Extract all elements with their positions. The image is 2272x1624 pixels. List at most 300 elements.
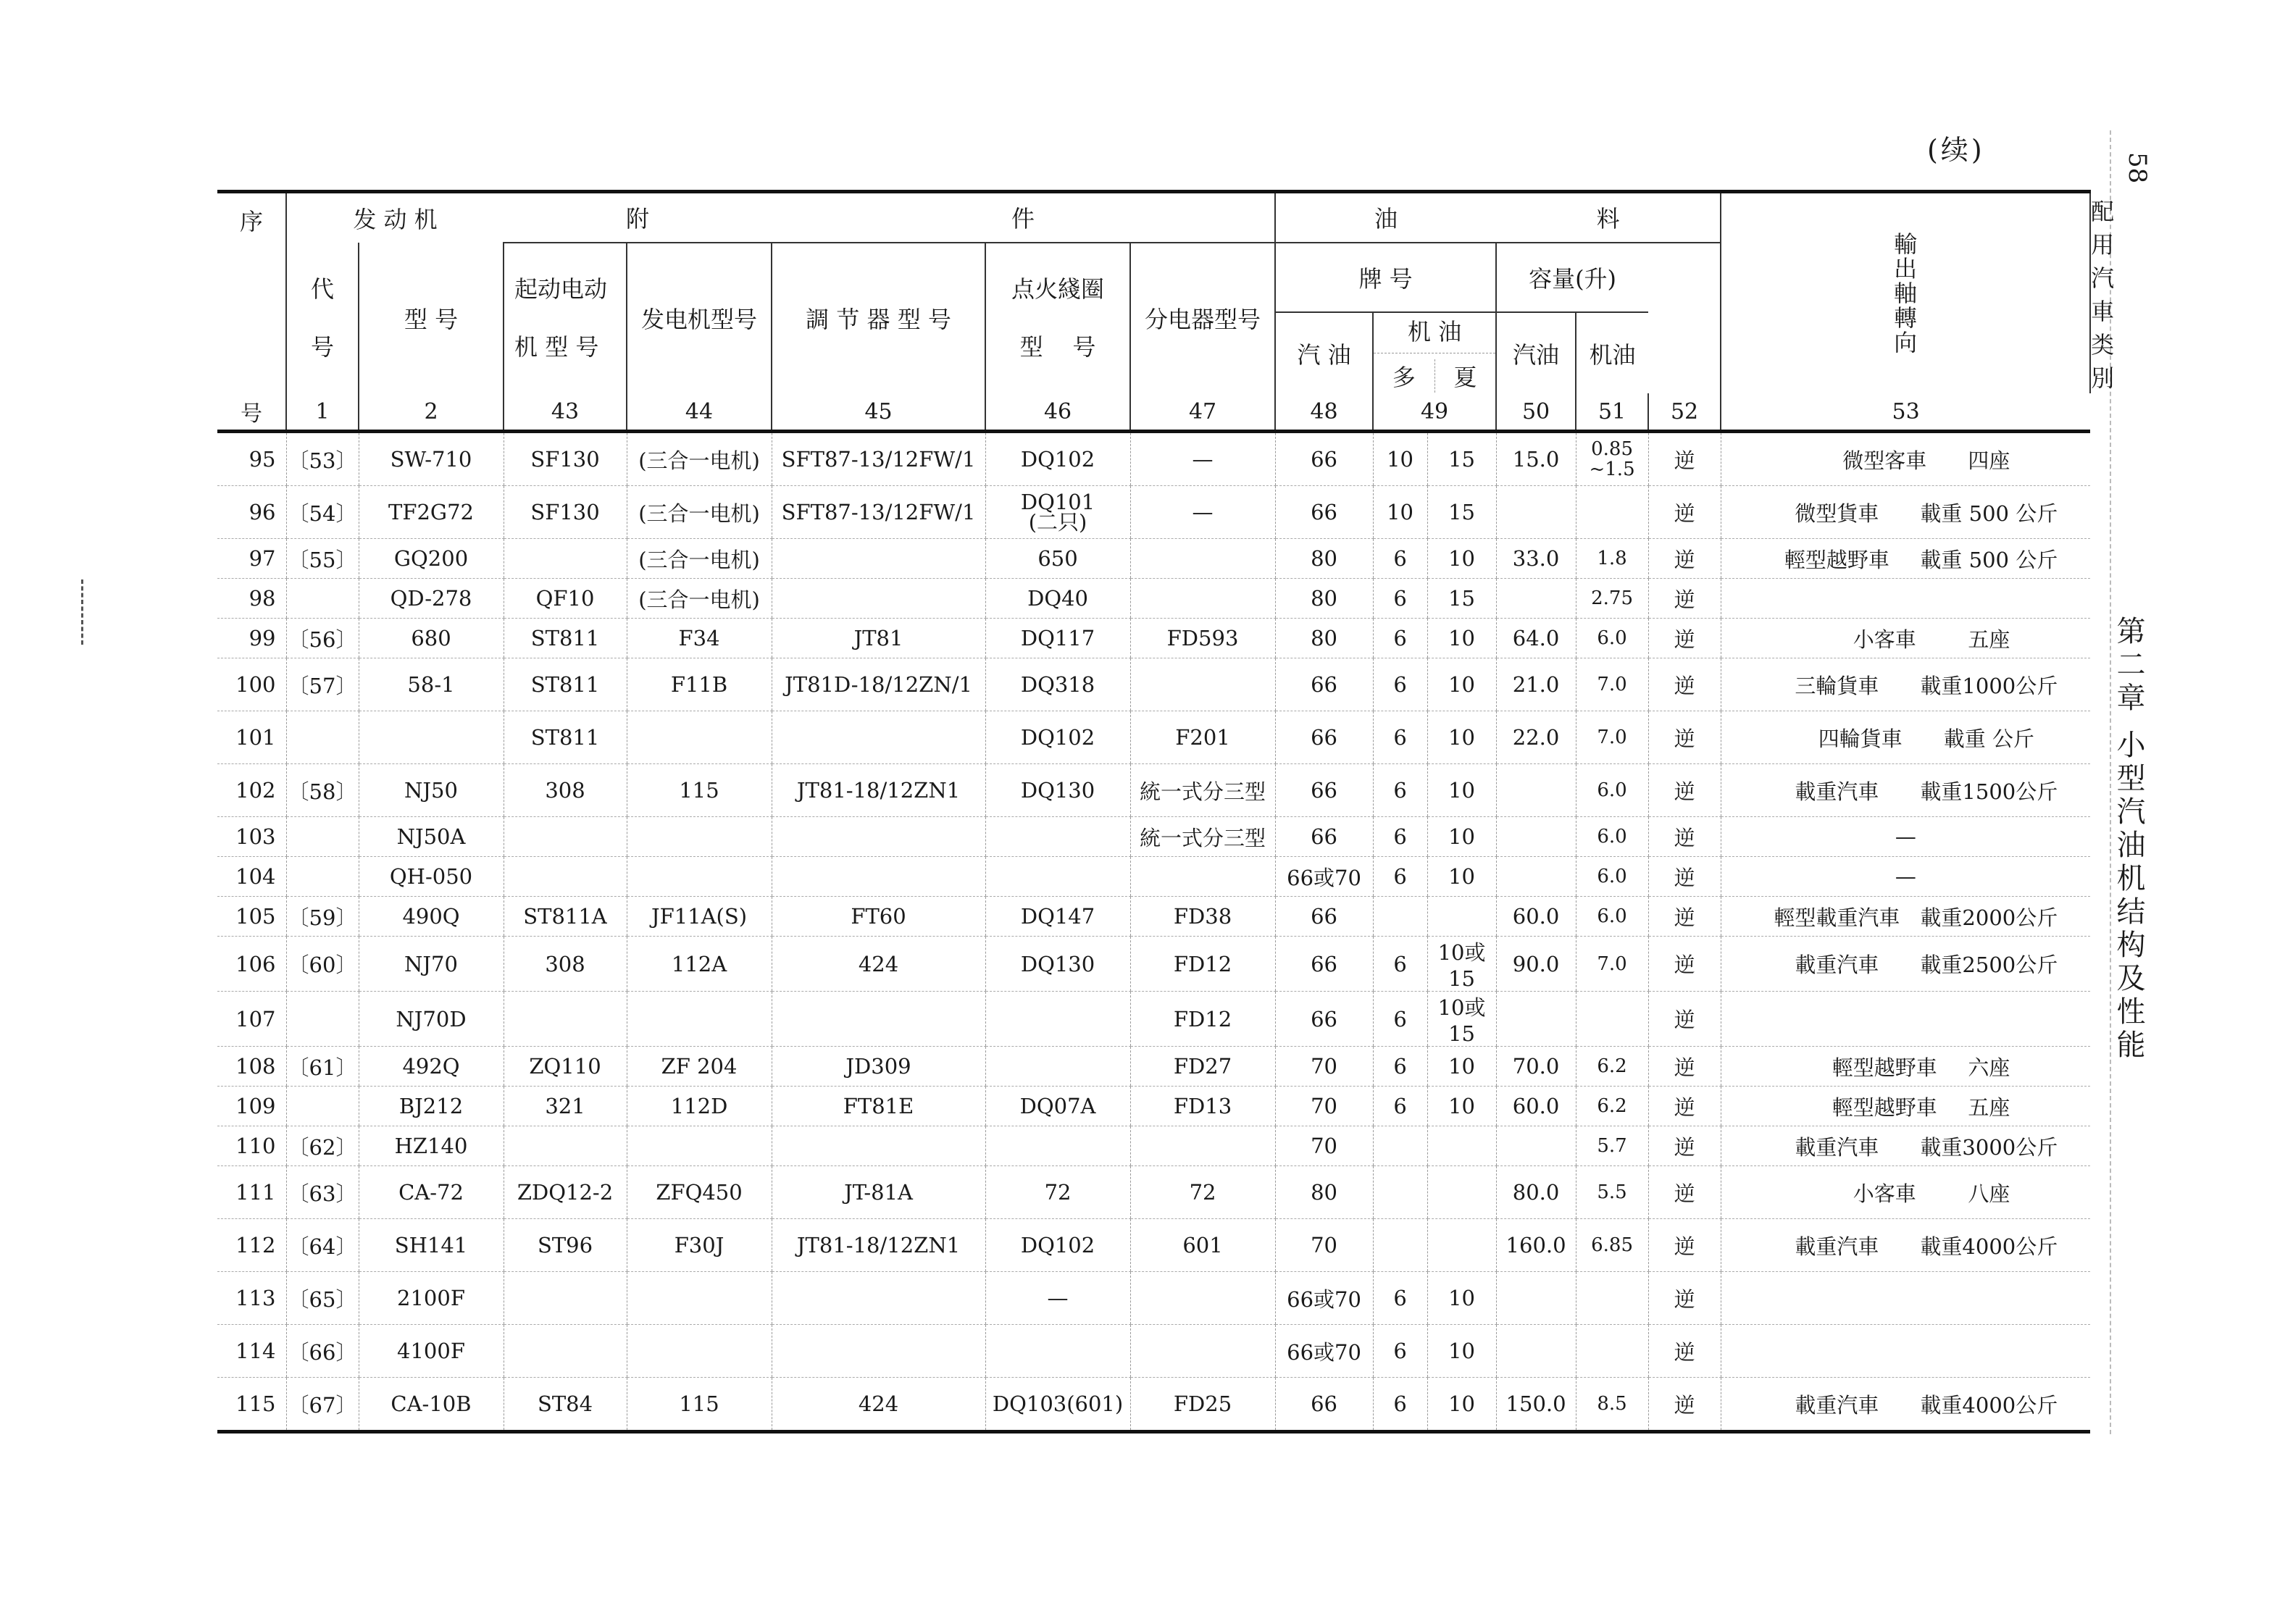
cell-veh	[1721, 486, 2090, 539]
cell-starter	[504, 539, 627, 579]
cell-veh	[1721, 1047, 2090, 1087]
cell-reg	[772, 1126, 985, 1166]
cell-gen: 112A	[627, 937, 772, 992]
cell-veh	[1721, 1378, 2090, 1432]
vehicle-spec: 六座	[1968, 1055, 2010, 1080]
cell-gen: 115	[627, 764, 772, 817]
cell-model: CA-10B	[359, 1378, 504, 1432]
table-row	[217, 817, 2090, 857]
vehicle-spec: 載重1000公斤	[1920, 673, 2058, 698]
cell-seq: 112	[217, 1219, 286, 1272]
cell-reg: JD309	[772, 1047, 985, 1087]
cell-reg: 424	[772, 937, 985, 992]
cell-reg	[772, 817, 985, 857]
table-row	[217, 1272, 2090, 1325]
cell-dist: FD27	[1130, 1047, 1275, 1087]
cell-seq: 95	[217, 432, 286, 486]
vehicle-spec: 載重 500 公斤	[1920, 501, 2058, 526]
vehicle-type: 三輪貨車	[1795, 673, 1879, 698]
vehicle-type: 四輪貨車	[1818, 726, 1903, 751]
cell-cap-oil: 7.0	[1576, 658, 1648, 711]
cell-summer: 10	[1427, 539, 1496, 579]
cell-coil: DQ130	[985, 764, 1130, 817]
cell-coil: DQ102	[985, 1219, 1130, 1272]
cell-model: QD-278	[359, 579, 504, 619]
cell-gas: 66	[1275, 1378, 1373, 1432]
cell-code: 〔60〕	[286, 937, 359, 992]
cell-cap-gas	[1496, 764, 1576, 817]
cell-dist	[1130, 1272, 1275, 1325]
cell-gen	[627, 1126, 772, 1166]
cell-model: 680	[359, 619, 504, 658]
cell-rot: 逆	[1648, 1087, 1721, 1126]
cell-winter: 6	[1373, 764, 1427, 817]
cell-winter: 10	[1373, 432, 1427, 486]
header-engine-oil-label: 机 油	[1374, 314, 1495, 353]
col-num: 48	[1275, 393, 1373, 432]
cell-seq: 96	[217, 486, 286, 539]
header-accessories-left: 附	[504, 192, 772, 243]
vehicle-type: 微型貨車	[1795, 501, 1879, 526]
cell-coil	[985, 992, 1130, 1047]
cell-winter: 6	[1373, 857, 1427, 897]
cell-seq: 108	[217, 1047, 286, 1087]
cell-gas: 66或70	[1275, 1272, 1373, 1325]
cell-model: 492Q	[359, 1047, 504, 1087]
cell-cap-gas: 60.0	[1496, 897, 1576, 937]
cell-model	[359, 711, 504, 764]
cell-seq: 101	[217, 711, 286, 764]
cell-cap-gas: 64.0	[1496, 619, 1576, 658]
cell-reg: JT81-18/12ZN1	[772, 1219, 985, 1272]
cell-veh	[1721, 764, 2090, 817]
cell-model: 58-1	[359, 658, 504, 711]
cell-summer	[1427, 897, 1496, 937]
cell-starter: ST811	[504, 711, 627, 764]
cell-veh	[1721, 539, 2090, 579]
cell-coil: DQ07A	[985, 1087, 1130, 1126]
vehicle-spec: 五座	[1968, 1094, 2010, 1120]
vehicle-spec: 載重1500公斤	[1920, 779, 2058, 804]
cell-code: 〔56〕	[286, 619, 359, 658]
header-cap-oil: 机油	[1576, 312, 1648, 393]
cell-dist: 72	[1130, 1166, 1275, 1219]
vehicle-spec: 五座	[1968, 627, 2010, 652]
cell-cap-oil: 7.0	[1576, 711, 1648, 764]
cell-winter: 6	[1373, 539, 1427, 579]
cell-gen: F30J	[627, 1219, 772, 1272]
cell-dist: FD12	[1130, 937, 1275, 992]
cell-summer: 10	[1427, 764, 1496, 817]
cell-seq: 111	[217, 1166, 286, 1219]
cell-gen: ZFQ450	[627, 1166, 772, 1219]
cell-coil: DQ102	[985, 711, 1130, 764]
cell-cap-oil: 0.85 ~1.5	[1576, 432, 1648, 486]
cell-gen	[627, 992, 772, 1047]
cell-seq: 97	[217, 539, 286, 579]
cell-gen	[627, 817, 772, 857]
cell-summer: 15	[1427, 432, 1496, 486]
cell-cap-gas: 60.0	[1496, 1087, 1576, 1126]
cell-reg: FT81E	[772, 1087, 985, 1126]
cell-starter	[504, 1272, 627, 1325]
table-row	[217, 579, 2090, 619]
cell-model: HZ140	[359, 1126, 504, 1166]
cell-veh	[1721, 619, 2090, 658]
cell-reg: JT81	[772, 619, 985, 658]
cell-rot: 逆	[1648, 817, 1721, 857]
cell-gen: (三合一电机)	[627, 579, 772, 619]
cell-winter	[1373, 1166, 1427, 1219]
cell-dist	[1130, 1126, 1275, 1166]
cell-cap-oil: 6.85	[1576, 1219, 1648, 1272]
cell-starter	[504, 817, 627, 857]
cell-reg	[772, 1272, 985, 1325]
cell-summer: 10或15	[1427, 992, 1496, 1047]
cell-veh	[1721, 1272, 2090, 1325]
cell-cap-gas	[1496, 857, 1576, 897]
cell-cap-oil: 5.5	[1576, 1166, 1648, 1219]
cell-starter: ST96	[504, 1219, 627, 1272]
cell-model: CA-72	[359, 1166, 504, 1219]
vehicle-type: 小客車	[1853, 1181, 1916, 1206]
spec-table	[217, 190, 2115, 1433]
cell-gas: 80	[1275, 1166, 1373, 1219]
cell-cap-oil: 6.0	[1576, 857, 1648, 897]
cell-starter: 308	[504, 937, 627, 992]
cell-reg: 424	[772, 1378, 985, 1432]
cell-starter	[504, 1126, 627, 1166]
cell-gen: ZF 204	[627, 1047, 772, 1087]
cell-reg: JT81D-18/12ZN/1	[772, 658, 985, 711]
vehicle-type: 載重汽車	[1795, 779, 1879, 804]
cell-gas: 70	[1275, 1219, 1373, 1272]
cell-gen: JF11A(S)	[627, 897, 772, 937]
cell-starter	[504, 992, 627, 1047]
cell-cap-gas	[1496, 992, 1576, 1047]
cell-gas: 66	[1275, 897, 1373, 937]
cell-cap-oil	[1576, 992, 1648, 1047]
cell-summer: 10	[1427, 1087, 1496, 1126]
cell-winter: 6	[1373, 817, 1427, 857]
vehicle-type: 輕型載重汽車	[1774, 905, 1900, 930]
cell-reg: FT60	[772, 897, 985, 937]
cell-coil: DQ147	[985, 897, 1130, 937]
cell-cap-gas: 70.0	[1496, 1047, 1576, 1087]
cell-winter	[1373, 1219, 1427, 1272]
cell-summer: 10	[1427, 817, 1496, 857]
cell-model: SH141	[359, 1219, 504, 1272]
cell-winter: 6	[1373, 937, 1427, 992]
cell-gas: 66	[1275, 711, 1373, 764]
cell-coil: DQ40	[985, 579, 1130, 619]
cell-cap-oil	[1576, 486, 1648, 539]
cell-rot: 逆	[1648, 1166, 1721, 1219]
page-number: 58	[2123, 152, 2152, 184]
cell-summer: 10	[1427, 658, 1496, 711]
cell-rot: 逆	[1648, 658, 1721, 711]
cell-dist: F201	[1130, 711, 1275, 764]
cell-coil: DQ117	[985, 619, 1130, 658]
cell-dist: FD13	[1130, 1087, 1275, 1126]
vehicle-spec: 載重4000公斤	[1920, 1234, 2058, 1259]
cell-cap-gas	[1496, 486, 1576, 539]
cell-starter: 321	[504, 1087, 627, 1126]
cell-veh	[1721, 1325, 2090, 1378]
cell-winter: 6	[1373, 711, 1427, 764]
cell-reg	[772, 857, 985, 897]
cell-seq: 109	[217, 1087, 286, 1126]
cell-gas: 66或70	[1275, 857, 1373, 897]
header-model: 型 号	[359, 243, 504, 394]
header-distributor: 分电器型号	[1130, 243, 1275, 394]
cell-veh	[1721, 658, 2090, 711]
vehicle-spec: 四座	[1968, 448, 2010, 473]
cell-cap-gas: 21.0	[1496, 658, 1576, 711]
cell-cap-oil	[1576, 1325, 1648, 1378]
cell-winter: 6	[1373, 1378, 1427, 1432]
cell-starter: ST811	[504, 619, 627, 658]
cell-winter: 6	[1373, 1325, 1427, 1378]
cell-summer	[1427, 1219, 1496, 1272]
cell-model: 4100F	[359, 1325, 504, 1378]
cell-cap-gas: 80.0	[1496, 1166, 1576, 1219]
cell-cap-gas: 90.0	[1496, 937, 1576, 992]
col-num: 47	[1130, 393, 1275, 432]
cell-seq: 99	[217, 619, 286, 658]
cell-rot: 逆	[1648, 764, 1721, 817]
cell-gen	[627, 1325, 772, 1378]
cell-winter: 6	[1373, 658, 1427, 711]
table-row	[217, 1126, 2090, 1166]
cell-gas: 66或70	[1275, 1325, 1373, 1378]
cell-cap-gas	[1496, 817, 1576, 857]
cell-cap-oil: 6.0	[1576, 897, 1648, 937]
vehicle-type: 小客車	[1853, 627, 1916, 652]
cell-cap-oil: 6.2	[1576, 1087, 1648, 1126]
cell-rot: 逆	[1648, 1325, 1721, 1378]
cell-rot: 逆	[1648, 711, 1721, 764]
table-row	[217, 897, 2090, 937]
cell-rot: 逆	[1648, 857, 1721, 897]
cell-gen: (三合一电机)	[627, 539, 772, 579]
header-accessories-right: 件	[772, 192, 1275, 243]
cell-reg	[772, 539, 985, 579]
cell-code: 〔53〕	[286, 432, 359, 486]
cell-code: 〔55〕	[286, 539, 359, 579]
table-row	[217, 1219, 2090, 1272]
header-regulator: 調 节 器 型 号	[772, 243, 985, 394]
header-grade: 牌 号	[1275, 243, 1496, 313]
vehicle-type: 輕型越野車	[1784, 547, 1889, 572]
cell-summer: 10	[1427, 1325, 1496, 1378]
table-row	[217, 539, 2090, 579]
header-seq: 序	[217, 192, 286, 394]
cell-code	[286, 1087, 359, 1126]
table-row	[217, 658, 2090, 711]
cell-reg: SFT87-13/12FW/1	[772, 486, 985, 539]
cell-dist: 統一式分三型	[1130, 764, 1275, 817]
cell-cap-gas	[1496, 579, 1576, 619]
cell-veh	[1721, 817, 2090, 857]
cell-model: 2100F	[359, 1272, 504, 1325]
table-row	[217, 1325, 2090, 1378]
cell-gen: 115	[627, 1378, 772, 1432]
table-header: 序 发 动 机 附 件 油 料 輸 出 軸 轉 向 配 用 汽 車 类 別 代 号 型 号 起动电动 机 型 号 发电机型号 調 节 器 型 号 点火綫圈 型 号 分电器型号 牌 号 容量(升) 汽 油 机 油 多 夏 汽油 机油 号 1 2 43 44 45 46 47 48 49 50 51 52 53	[217, 192, 2090, 432]
cell-reg	[772, 579, 985, 619]
cell-summer	[1427, 1166, 1496, 1219]
cell-cap-oil: 2.75	[1576, 579, 1648, 619]
cell-rot: 逆	[1648, 432, 1721, 486]
header-oil-left: 油	[1275, 192, 1496, 243]
cell-rot: 逆	[1648, 1219, 1721, 1272]
cell-cap-oil: 8.5	[1576, 1378, 1648, 1432]
cell-dist: —	[1130, 486, 1275, 539]
cell-cap-oil: 6.0	[1576, 764, 1648, 817]
vehicle-type: 載重汽車	[1795, 953, 1879, 977]
cell-dist	[1130, 1325, 1275, 1378]
cell-cap-oil: 6.0	[1576, 817, 1648, 857]
col-num: 2	[359, 393, 504, 432]
cell-reg: SFT87-13/12FW/1	[772, 432, 985, 486]
cell-model: NJ70D	[359, 992, 504, 1047]
table-row	[217, 1166, 2090, 1219]
table-body	[217, 432, 2090, 1432]
cell-summer: 10	[1427, 1047, 1496, 1087]
cell-gas: 66	[1275, 658, 1373, 711]
cell-coil: DQ103(601)	[985, 1378, 1130, 1432]
col-num: 51	[1576, 393, 1648, 432]
cell-cap-oil: 7.0	[1576, 937, 1648, 992]
vehicle-type: 微型客車	[1842, 448, 1927, 473]
header-winter: 多	[1374, 359, 1435, 393]
cell-seq: 104	[217, 857, 286, 897]
cell-dist	[1130, 579, 1275, 619]
header-engine-oil	[1373, 312, 1496, 393]
cell-cap-oil: 5.7	[1576, 1126, 1648, 1166]
cell-code: 〔57〕	[286, 658, 359, 711]
cell-veh	[1721, 857, 2090, 897]
cell-veh	[1721, 1126, 2090, 1166]
cell-winter: 6	[1373, 1087, 1427, 1126]
cell-winter: 10	[1373, 486, 1427, 539]
vehicle-spec: 載重4000公斤	[1920, 1392, 2058, 1418]
cell-model: NJ70	[359, 937, 504, 992]
header-coil: 点火綫圈 型 号	[985, 243, 1130, 394]
cell-code: 〔58〕	[286, 764, 359, 817]
cell-dist	[1130, 857, 1275, 897]
cell-code	[286, 579, 359, 619]
cell-cap-gas: 15.0	[1496, 432, 1576, 486]
cell-model: QH-050	[359, 857, 504, 897]
cell-cap-gas: 160.0	[1496, 1219, 1576, 1272]
vehicle-type: 載重汽車	[1795, 1234, 1879, 1259]
col-num: 45	[772, 393, 985, 432]
cell-cap-oil: 6.0	[1576, 619, 1648, 658]
cell-code: 〔59〕	[286, 897, 359, 937]
cell-gas: 66	[1275, 764, 1373, 817]
cell-coil: DQ130	[985, 937, 1130, 992]
cell-seq: 98	[217, 579, 286, 619]
cell-cap-gas: 33.0	[1496, 539, 1576, 579]
cell-dist	[1130, 539, 1275, 579]
cell-seq: 105	[217, 897, 286, 937]
cell-code: 〔67〕	[286, 1378, 359, 1432]
header-gasoline: 汽 油	[1275, 312, 1373, 393]
cell-veh	[1721, 1087, 2090, 1126]
cell-code: 〔54〕	[286, 486, 359, 539]
cell-dist: FD38	[1130, 897, 1275, 937]
table-row	[217, 764, 2090, 817]
cell-summer: 10	[1427, 1378, 1496, 1432]
vehicle-spec: 載重2500公斤	[1920, 953, 2058, 977]
cell-coil: 72	[985, 1166, 1130, 1219]
table-row	[217, 1047, 2090, 1087]
cell-rot: 逆	[1648, 579, 1721, 619]
cell-starter: QF10	[504, 579, 627, 619]
vehicle-spec: 載重3000公斤	[1920, 1134, 2058, 1160]
vehicle-spec: 載重 公斤	[1943, 726, 2034, 751]
cell-gen: (三合一电机)	[627, 432, 772, 486]
header-oil-right: 料	[1496, 192, 1721, 243]
cell-gen	[627, 711, 772, 764]
header-generator: 发电机型号	[627, 243, 772, 394]
cell-cap-oil	[1576, 1272, 1648, 1325]
table-row	[217, 432, 2090, 486]
col-num: 44	[627, 393, 772, 432]
cell-gen: (三合一电机)	[627, 486, 772, 539]
cell-code	[286, 817, 359, 857]
cell-veh	[1721, 897, 2090, 937]
cell-summer: 10	[1427, 711, 1496, 764]
cell-model: 490Q	[359, 897, 504, 937]
cell-winter: 6	[1373, 992, 1427, 1047]
cell-gen	[627, 1272, 772, 1325]
vehicle-type: 輕型越野車	[1832, 1055, 1937, 1080]
cell-gas: 70	[1275, 1126, 1373, 1166]
col-num: 46	[985, 393, 1130, 432]
cell-gen: 112D	[627, 1087, 772, 1126]
vehicle-spec: 載重 500 公斤	[1920, 547, 2058, 572]
cell-cap-gas	[1496, 1272, 1576, 1325]
cell-rot: 逆	[1648, 486, 1721, 539]
table-row	[217, 992, 2090, 1047]
cell-cap-gas	[1496, 1126, 1576, 1166]
cell-code	[286, 992, 359, 1047]
cell-model: BJ212	[359, 1087, 504, 1126]
cell-seq: 103	[217, 817, 286, 857]
cell-winter: 6	[1373, 1047, 1427, 1087]
cell-rot: 逆	[1648, 1047, 1721, 1087]
cell-model: TF2G72	[359, 486, 504, 539]
table-row	[217, 1087, 2090, 1126]
cell-reg	[772, 1325, 985, 1378]
cell-coil	[985, 1047, 1130, 1087]
cell-cap-gas: 22.0	[1496, 711, 1576, 764]
cell-summer: 10	[1427, 619, 1496, 658]
cell-code: 〔62〕	[286, 1126, 359, 1166]
header-cap-gasoline: 汽油	[1496, 312, 1576, 393]
cell-rot: 逆	[1648, 937, 1721, 992]
cell-winter	[1373, 1126, 1427, 1166]
cell-veh	[1721, 711, 2090, 764]
cell-summer	[1427, 1126, 1496, 1166]
cell-gas: 80	[1275, 579, 1373, 619]
cell-summer: 15	[1427, 579, 1496, 619]
cell-reg: JT-81A	[772, 1166, 985, 1219]
cell-coil	[985, 857, 1130, 897]
cell-starter: ST811	[504, 658, 627, 711]
